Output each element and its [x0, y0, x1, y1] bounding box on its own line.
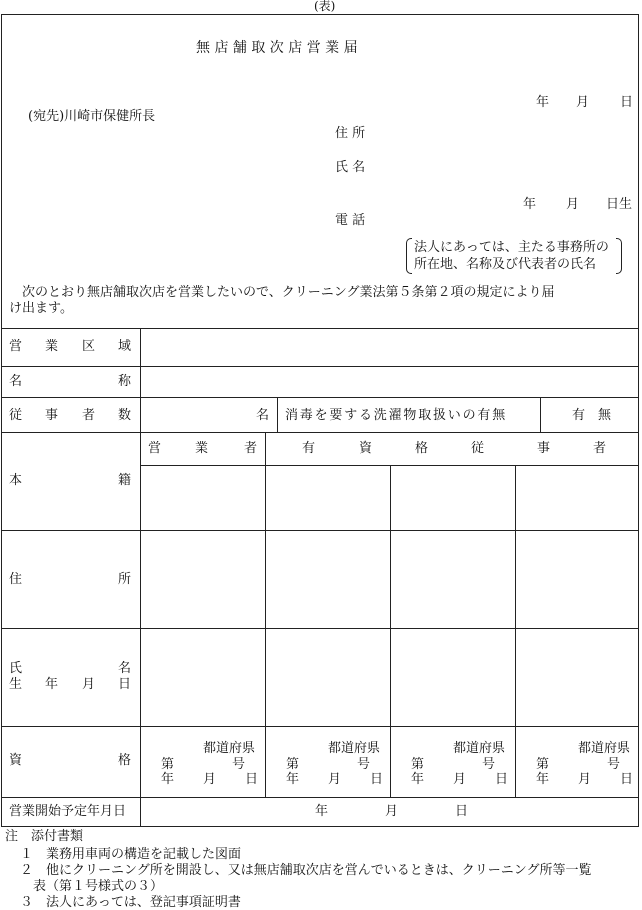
date-month: 月: [576, 95, 590, 110]
name-label-c2: 称: [118, 374, 132, 389]
applicant-address-label: 住 所: [335, 126, 366, 141]
license-day: 日: [370, 772, 384, 787]
license-prefecture: 都道府県: [453, 741, 506, 756]
date-day: 日: [620, 95, 634, 110]
license-label-c2: 格: [118, 753, 132, 768]
birth-month: 月: [566, 197, 580, 212]
col-line: [540, 397, 541, 432]
table-top-line: [1, 328, 639, 329]
col-line: [140, 328, 141, 827]
workers-label-c4: 数: [118, 408, 132, 423]
fullname-label-c2: 名: [118, 661, 132, 676]
operator-header-c2: 業: [195, 441, 209, 456]
address-label-c2: 所: [118, 572, 132, 587]
birth-year: 年: [523, 197, 537, 212]
license-month: 月: [328, 772, 342, 787]
start-date-month: 月: [385, 804, 399, 819]
area-label-c2: 業: [45, 339, 59, 354]
license-no-suffix: 号: [482, 757, 496, 772]
start-date-year: 年: [315, 804, 329, 819]
start-date-day: 日: [455, 804, 469, 819]
corp-note-line1: 法人にあっては、主たる事務所の: [414, 240, 609, 255]
applicant-name-label: 氏 名: [335, 160, 366, 175]
addressee: (宛先)川崎市保健所長: [28, 109, 156, 124]
license-day: 日: [495, 772, 509, 787]
col-line: [515, 465, 516, 797]
workers-label-c1: 従: [9, 408, 23, 423]
form-title: 無 店 舗 取 次 店 営 業 届: [196, 40, 358, 56]
col-line: [265, 432, 266, 797]
license-day: 日: [620, 772, 634, 787]
disinfection-value: 有 無: [572, 408, 612, 423]
birthdate-label-c4: 日: [118, 677, 132, 692]
bracket-left: [406, 238, 412, 274]
start-date-label: 営業開始予定年月日: [9, 804, 127, 819]
birthdate-label-c1: 生: [9, 677, 23, 692]
license-day: 日: [245, 772, 259, 787]
operator-header-c1: 営: [148, 441, 162, 456]
workers-unit: 名: [256, 408, 270, 423]
applicant-phone-label: 電 話: [335, 213, 366, 228]
row-line: [1, 432, 639, 433]
birthdate-label-c2: 年: [45, 677, 59, 692]
license-no-suffix: 号: [232, 757, 246, 772]
qualified-header-c1: 有: [302, 441, 316, 456]
qualified-header-c2: 資: [359, 441, 373, 456]
row-line: [1, 726, 639, 727]
bracket-right: [616, 238, 622, 274]
disinfection-label: 消毒を要する洗濯物取扱いの有無: [285, 408, 508, 423]
license-no-prefix: 第: [411, 757, 425, 772]
license-no-prefix: 第: [161, 757, 175, 772]
honseki-label-c1: 本: [9, 473, 23, 488]
notes-title: 注 添付書類: [5, 829, 84, 844]
license-month: 月: [203, 772, 217, 787]
row-line: [1, 628, 639, 629]
col-line: [277, 397, 278, 432]
page-label: (表): [314, 0, 336, 13]
license-year: 年: [286, 772, 300, 787]
area-label-c4: 域: [118, 339, 132, 354]
col-line: [390, 465, 391, 797]
license-month: 月: [453, 772, 467, 787]
license-year: 年: [411, 772, 425, 787]
row-line: [1, 397, 639, 398]
birthdate-label-c3: 月: [82, 677, 96, 692]
license-label-c1: 資: [9, 753, 23, 768]
license-month: 月: [578, 772, 592, 787]
row-line: [1, 530, 639, 531]
qualified-header-c4: 従: [471, 441, 485, 456]
license-no-prefix: 第: [536, 757, 550, 772]
notes-item3: ３ 法人にあっては、登記事項証明書: [20, 895, 241, 910]
license-no-suffix: 号: [357, 757, 371, 772]
area-label-c3: 区: [82, 339, 96, 354]
operator-header-c3: 者: [244, 441, 258, 456]
qualified-header-c3: 格: [415, 441, 429, 456]
row-line: [1, 797, 639, 798]
license-no-prefix: 第: [286, 757, 300, 772]
notes-item2-line1: ２ 他にクリーニング所を開設し、又は無店舗取次店を営んでいるときは、クリーニング所等一覧: [20, 863, 592, 878]
notes-item1: １ 業務用車両の構造を記載した図面: [20, 847, 242, 862]
statement-line1: 次のとおり無店舗取次店を営業したいので、クリーニング業法第５条第２項の規定により届: [22, 285, 555, 300]
area-label-c1: 営: [9, 339, 23, 354]
notes-item2-line2: 表（第１号様式の３）: [33, 879, 164, 894]
corp-note-line2: 所在地、名称及び代表者の氏名: [414, 257, 597, 272]
name-label-c1: 名: [9, 374, 23, 389]
date-year: 年: [536, 95, 550, 110]
license-prefecture: 都道府県: [578, 741, 631, 756]
license-prefecture: 都道府県: [328, 741, 381, 756]
birth-day: 日生: [606, 197, 633, 212]
fullname-label-c1: 氏: [9, 661, 23, 676]
honseki-label-c2: 籍: [118, 473, 132, 488]
license-year: 年: [161, 772, 175, 787]
workers-label-c2: 事: [45, 408, 59, 423]
qualified-header-c5: 事: [537, 441, 551, 456]
workers-label-c3: 者: [82, 408, 96, 423]
qualified-header-c6: 者: [593, 441, 607, 456]
license-no-suffix: 号: [607, 757, 621, 772]
license-year: 年: [536, 772, 550, 787]
row-line: [1, 366, 639, 367]
address-label-c1: 住: [9, 572, 23, 587]
license-prefecture: 都道府県: [203, 741, 256, 756]
statement-line2: け出ます。: [9, 301, 73, 316]
